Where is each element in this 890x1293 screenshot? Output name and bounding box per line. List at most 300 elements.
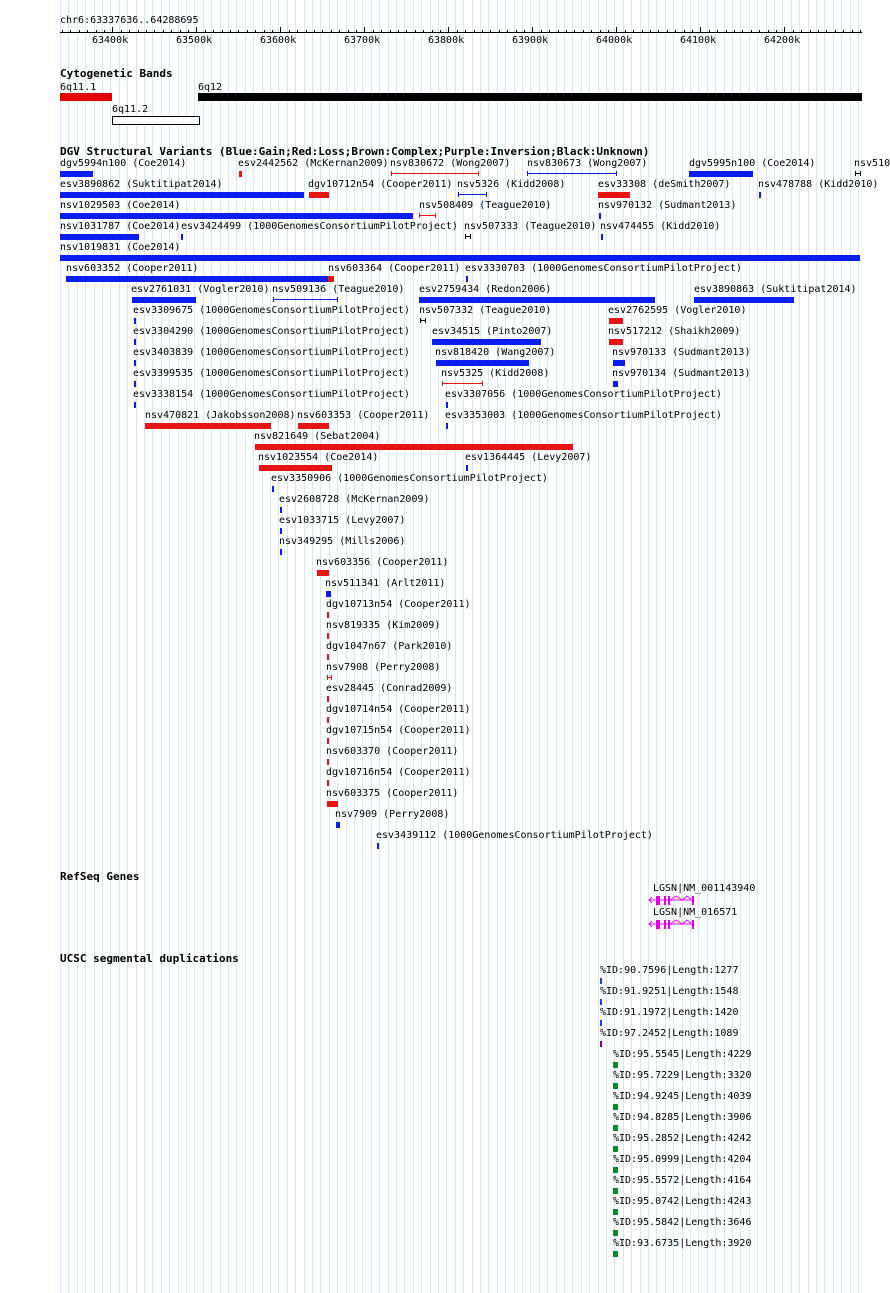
grid-line [514, 0, 515, 1293]
dgv-variant-bar [466, 465, 468, 471]
ruler-minor-tick [532, 30, 533, 33]
dgv-variant-cap [442, 381, 443, 386]
ruler-minor-tick [784, 30, 785, 33]
segdup-bar [613, 1146, 618, 1152]
dgv-variant-label: nsv819335 (Kim2009) [326, 620, 441, 631]
cytobands-title[interactable]: Cytogenetic Bands [60, 67, 173, 80]
grid-line [572, 0, 573, 1293]
ruler-minor-tick [742, 30, 743, 33]
segdup-label: %ID:94.9245|Length:4039 [613, 1091, 752, 1102]
ruler-minor-tick [406, 30, 407, 33]
dgv-variant-label: esv3309675 (1000GenomesConsortiumPilotProject) [133, 305, 410, 316]
segdup-label: %ID:95.2852|Length:4242 [613, 1133, 752, 1144]
dgv-variant-interval [273, 299, 338, 300]
segdup-bar [613, 1062, 618, 1068]
dgv-variant-label: esv3350906 (1000GenomesConsortiumPilotProject) [271, 473, 548, 484]
ruler-minor-tick [474, 30, 475, 33]
dgv-variant-label: nsv603353 (Cooper2011) [297, 410, 430, 421]
grid-line [841, 0, 842, 1293]
dgv-variant-cap [458, 192, 459, 197]
ruler-minor-tick [843, 30, 844, 33]
segdup-bar [613, 1083, 618, 1089]
cytoband-bar [60, 93, 112, 101]
ruler-minor-tick [104, 30, 105, 33]
ruler-minor-tick [163, 30, 164, 33]
dgv-variant-label: dgv10713n54 (Cooper2011) [326, 599, 471, 610]
ruler-minor-tick [272, 30, 273, 33]
ruler-minor-tick [709, 30, 710, 33]
dgv-variant-bar [609, 318, 623, 324]
dgv-variant-bar [613, 360, 625, 366]
ruler-minor-tick [390, 30, 391, 33]
dgv-variant-label: esv2762595 (Vogler2010) [608, 305, 747, 316]
segdup-bar [613, 1251, 618, 1257]
grid-line [833, 0, 834, 1293]
gene-model [646, 895, 696, 907]
ruler-tick-label: 64200k [764, 35, 801, 46]
dgv-variant-bar [601, 234, 603, 240]
dgv-variant-bar [134, 381, 136, 387]
ruler-minor-tick [87, 30, 88, 33]
ruler-minor-tick [490, 30, 491, 33]
dgv-variant-label: esv3439112 (1000GenomesConsortiumPilotProject) [376, 830, 653, 841]
cytoband-label: 6q11.2 [112, 104, 149, 115]
ruler-minor-tick [423, 30, 424, 33]
ruler-minor-tick [616, 30, 617, 33]
ruler-tick-label: 64100k [680, 35, 717, 46]
ruler-minor-tick [583, 30, 584, 33]
dgv-variant-label: nsv603356 (Cooper2011) [316, 557, 449, 568]
segdup-bar [600, 1020, 602, 1026]
segdup-label: %ID:95.0999|Length:4204 [613, 1154, 752, 1165]
dgv-variant-bar [134, 402, 136, 408]
dgv-variant-label: nsv507333 (Teague2010) [464, 221, 597, 232]
dgv-variant-cap [527, 171, 528, 176]
ruler-minor-tick [348, 30, 349, 33]
ruler-minor-tick [171, 30, 172, 33]
dgv-variant-bar [432, 339, 541, 345]
dgv-variant-bar [181, 234, 183, 240]
ruler-minor-tick [465, 30, 466, 33]
ruler-minor-tick [213, 30, 214, 33]
dgv-variant-interval [458, 194, 487, 195]
gene-model [646, 919, 696, 931]
dgv-variant-label: nsv517212 (Shaikh2009) [608, 326, 741, 337]
ruler-minor-tick [759, 30, 760, 33]
grid-line [774, 0, 775, 1293]
dgv-variant-interval [527, 173, 617, 174]
dgv-variant-bar [466, 276, 468, 282]
coordinate-label: chr6:63337636..64288695 [60, 15, 199, 26]
grid-line [757, 0, 758, 1293]
ruler-minor-tick [79, 30, 80, 33]
ruler-minor-tick [440, 30, 441, 33]
dgv-variant-label: nsv1031787 (Coe2014) [60, 221, 181, 232]
dgv-variant-label: esv2608728 (McKernan2009) [279, 494, 430, 505]
segdup-bar [613, 1230, 618, 1236]
dgv-variant-bar [328, 276, 334, 282]
dgv-variant-bar [689, 171, 753, 177]
ruler-minor-tick [238, 30, 239, 33]
grid-line [782, 0, 783, 1293]
ruler-minor-tick [154, 30, 155, 33]
ruler-tick-label: 63700k [344, 35, 381, 46]
grid-line [808, 0, 809, 1293]
dgv-variant-bar [259, 465, 332, 471]
ruler-minor-tick [700, 30, 701, 33]
ruler-minor-tick [96, 30, 97, 33]
dgv-variant-bar [280, 549, 282, 555]
ruler-minor-tick [516, 30, 517, 33]
dgv-variant-label: esv3399535 (1000GenomesConsortiumPilotProject) [133, 368, 410, 379]
segdup-label: %ID:91.1972|Length:1420 [600, 1007, 739, 1018]
segdup-label: %ID:93.6735|Length:3920 [613, 1238, 752, 1249]
dgv-title[interactable]: DGV Structural Variants (Blue:Gain;Red:Loss;Brown:Complex;Purple:Inversion;Black:Unknown) [60, 145, 650, 158]
grid-line [304, 0, 305, 1293]
ruler-minor-tick [768, 30, 769, 33]
ruler-minor-tick [62, 30, 63, 33]
dgv-variant-bar [280, 528, 282, 534]
dgv-variant-label: esv33308 (deSmith2007) [598, 179, 731, 190]
dgv-variant-cap [616, 171, 617, 176]
dgv-variant-bar [694, 297, 794, 303]
ruler-minor-tick [247, 30, 248, 33]
grid-line [505, 0, 506, 1293]
dgv-variant-label: esv3353003 (1000GenomesConsortiumPilotProject) [445, 410, 722, 421]
ruler-minor-tick [793, 30, 794, 33]
dgv-variant-interval [442, 383, 483, 384]
ruler-minor-tick [373, 30, 374, 33]
grid-line [766, 0, 767, 1293]
grid-line [522, 0, 523, 1293]
gene-label: LGSN|NM_001143940 [653, 883, 756, 894]
ruler-minor-tick [667, 30, 668, 33]
ruler-minor-tick [860, 30, 861, 33]
ruler-minor-tick [205, 30, 206, 33]
dgv-variant-label: nsv821649 (Sebat2004) [254, 431, 381, 442]
dgv-variant-bar [419, 297, 655, 303]
ruler-minor-tick [339, 30, 340, 33]
ruler-minor-tick [717, 30, 718, 33]
dgv-variant-label: nsv5325 (Kidd2008) [441, 368, 550, 379]
dgv-variant-bar [60, 192, 304, 198]
dgv-variant-bar [327, 612, 329, 618]
refseq-title[interactable]: RefSeq Genes [60, 870, 140, 883]
ruler-minor-tick [264, 30, 265, 33]
dgv-variant-cap [337, 297, 338, 302]
dgv-variant-bar [298, 423, 329, 429]
ruler-minor-tick [801, 30, 802, 33]
ruler-minor-tick [356, 30, 357, 33]
grid-line [539, 0, 540, 1293]
dgv-variant-cap [391, 171, 392, 176]
dgv-variant-cap [486, 192, 487, 197]
ruler-minor-tick [146, 30, 147, 33]
grid-line [455, 0, 456, 1293]
ruler-minor-tick [734, 30, 735, 33]
ruler-minor-tick [112, 30, 113, 33]
ruler-minor-tick [692, 30, 693, 33]
dgv-variant-bar [60, 213, 413, 219]
dgv-variant-bar [336, 822, 340, 828]
dgv-variant-label: nsv5326 (Kidd2008) [457, 179, 566, 190]
dgv-variant-cap [482, 381, 483, 386]
dgv-variant-label: esv34515 (Pinto2007) [432, 326, 553, 337]
dgv-variant-bar [446, 402, 448, 408]
ruler-minor-tick [381, 30, 382, 33]
dgv-variant-bar [60, 171, 93, 177]
dgv-variant-label: dgv10716n54 (Cooper2011) [326, 767, 471, 778]
grid-line [816, 0, 817, 1293]
ruler-minor-tick [129, 30, 130, 33]
dgv-variant-label: esv2442562 (McKernan2009) [238, 158, 389, 169]
ruler-tick-label: 63600k [260, 35, 297, 46]
dgv-variant-label: nsv1023554 (Coe2014) [258, 452, 379, 463]
cytoband-label: 6q11.1 [60, 82, 97, 93]
ruler-minor-tick [297, 30, 298, 33]
ruler-minor-tick [448, 30, 449, 33]
ruler-minor-tick [684, 30, 685, 33]
dgv-variant-label: esv3890863 (Suktitipat2014) [694, 284, 857, 295]
ruler-minor-tick [625, 30, 626, 33]
dgv-variant-interval [419, 215, 436, 216]
ruler-minor-tick [138, 30, 139, 33]
ruler-minor-tick [280, 30, 281, 33]
dgv-variant-label: esv3307056 (1000GenomesConsortiumPilotProject) [445, 389, 722, 400]
dgv-variant-bar [317, 570, 329, 576]
ruler-minor-tick [600, 30, 601, 33]
ruler-minor-tick [180, 30, 181, 33]
ruler-minor-tick [608, 30, 609, 33]
segdup-label: %ID:95.7229|Length:3320 [613, 1070, 752, 1081]
dgv-variant-bar [60, 234, 139, 240]
dgv-variant-bar [327, 801, 338, 807]
ruler-tick-label: 63500k [176, 35, 213, 46]
ruler-minor-tick [642, 30, 643, 33]
grid-line [497, 0, 498, 1293]
grid-line [556, 0, 557, 1293]
dgv-variant-label: nsv7909 (Perry2008) [335, 809, 450, 820]
ruler-minor-tick [457, 30, 458, 33]
dgv-variant-bar [145, 423, 271, 429]
dgv-variant-label: nsv603375 (Cooper2011) [326, 788, 459, 799]
dgv-variant-label: nsv830673 (Wong2007) [527, 158, 648, 169]
dgv-variant-cap [419, 213, 420, 218]
dgv-variant-label: nsv603370 (Cooper2011) [326, 746, 459, 757]
ruler-minor-tick [255, 30, 256, 33]
dgv-variant-bar [436, 360, 529, 366]
ruler-minor-tick [188, 30, 189, 33]
dgv-variant-bar [239, 171, 242, 177]
ruler-minor-tick [415, 30, 416, 33]
ruler-tick-label: 63900k [512, 35, 549, 46]
dgv-variant-bar [134, 318, 136, 324]
dgv-variant-bar [326, 591, 331, 597]
cytoband-bar [198, 93, 862, 101]
grid-line [581, 0, 582, 1293]
segdup-label: %ID:90.7596|Length:1277 [600, 965, 739, 976]
ruler-minor-tick [306, 30, 307, 33]
dgv-variant-label: dgv10714n54 (Cooper2011) [326, 704, 471, 715]
dgv-variant-label: dgv5995n100 (Coe2014) [689, 158, 816, 169]
ruler-minor-tick [574, 30, 575, 33]
ruler-minor-tick [658, 30, 659, 33]
dgv-variant-label: nsv603352 (Cooper2011) [66, 263, 199, 274]
dgv-variant-label: nsv478788 (Kidd2010) [758, 179, 879, 190]
grid-line [530, 0, 531, 1293]
ruler-minor-tick [398, 30, 399, 33]
dgv-variant-label: nsv818420 (Wang2007) [435, 347, 556, 358]
dgv-variant-bar [327, 696, 329, 702]
segdup-bar [613, 1104, 618, 1110]
segdup-bar [613, 1125, 618, 1131]
grid-line [589, 0, 590, 1293]
dgv-variant-label: nsv507332 (Teague2010) [419, 305, 552, 316]
ruler-minor-tick [230, 30, 231, 33]
dgv-variant-label: dgv5994n100 (Coe2014) [60, 158, 187, 169]
dgv-variant-bar [134, 360, 136, 366]
ruler-minor-tick [314, 30, 315, 33]
grid-line [850, 0, 851, 1293]
segdup-title[interactable]: UCSC segmental duplications [60, 952, 239, 965]
ruler-minor-tick [507, 30, 508, 33]
ruler-minor-tick [650, 30, 651, 33]
segdup-bar [613, 1188, 618, 1194]
dgv-variant-bar [66, 276, 328, 282]
cytoband-label: 6q12 [198, 82, 223, 93]
ruler-tick-label: 64000k [596, 35, 633, 46]
dgv-variant-label: esv1364445 (Levy2007) [465, 452, 592, 463]
dgv-variant-label: nsv970133 (Sudmant2013) [612, 347, 751, 358]
dgv-variant-bar [327, 738, 329, 744]
dgv-variant-label: esv28445 (Conrad2009) [326, 683, 453, 694]
ruler-minor-tick [818, 30, 819, 33]
segdup-label: %ID:94.8285|Length:3906 [613, 1112, 752, 1123]
grid-line [824, 0, 825, 1293]
ruler-minor-tick [726, 30, 727, 33]
dgv-variant-label: esv3890862 (Suktitipat2014) [60, 179, 223, 190]
dgv-variant-label: nsv970132 (Sudmant2013) [598, 200, 737, 211]
ruler-minor-tick [331, 30, 332, 33]
dgv-variant-bar [609, 339, 623, 345]
ruler-minor-tick [364, 30, 365, 33]
grid-line [564, 0, 565, 1293]
ruler-minor-tick [524, 30, 525, 33]
dgv-variant-label: esv2761031 (Vogler2010) [131, 284, 270, 295]
dgv-variant-label: esv1033715 (Levy2007) [279, 515, 406, 526]
dgv-variant-label: nsv7908 (Perry2008) [326, 662, 441, 673]
ruler-minor-tick [751, 30, 752, 33]
ruler-minor-tick [289, 30, 290, 33]
grid-line [799, 0, 800, 1293]
segdup-label: %ID:97.2452|Length:1089 [600, 1028, 739, 1039]
ruler-minor-tick [499, 30, 500, 33]
dgv-variant-bar [613, 381, 618, 387]
dgv-variant-bar [327, 759, 329, 765]
dgv-variant-bar [446, 423, 448, 429]
ruler-tick-label: 63800k [428, 35, 465, 46]
dgv-variant-interval [855, 173, 861, 174]
ruler-minor-tick [826, 30, 827, 33]
dgv-variant-cap [435, 213, 436, 218]
dgv-variant-bar [327, 654, 329, 660]
dgv-variant-interval [420, 320, 426, 321]
grid-line [488, 0, 489, 1293]
ruler-minor-tick [566, 30, 567, 33]
ruler-minor-tick [852, 30, 853, 33]
dgv-variant-label: nsv510 [854, 158, 890, 169]
ruler-minor-tick [196, 30, 197, 33]
segdup-label: %ID:91.9251|Length:1548 [600, 986, 739, 997]
segdup-bar [600, 1041, 602, 1047]
dgv-variant-bar [327, 633, 329, 639]
dgv-variant-label: esv3338154 (1000GenomesConsortiumPilotProject) [133, 389, 410, 400]
dgv-variant-interval [465, 236, 471, 237]
grid-line [791, 0, 792, 1293]
dgv-variant-interval [391, 173, 479, 174]
ruler-minor-tick [810, 30, 811, 33]
dgv-variant-label: nsv470821 (Jakobsson2008) [145, 410, 296, 421]
dgv-variant-label: nsv1019831 (Coe2014) [60, 242, 181, 253]
dgv-variant-label: esv3403839 (1000GenomesConsortiumPilotProject) [133, 347, 410, 358]
dgv-variant-label: nsv970134 (Sudmant2013) [612, 368, 751, 379]
dgv-variant-label: nsv1029503 (Coe2014) [60, 200, 181, 211]
dgv-variant-bar [598, 192, 630, 198]
ruler-minor-tick [633, 30, 634, 33]
dgv-variant-label: nsv603364 (Cooper2011) [328, 263, 461, 274]
ruler-minor-tick [558, 30, 559, 33]
dgv-variant-label: dgv10712n54 (Cooper2011) [308, 179, 453, 190]
dgv-variant-bar [327, 780, 329, 786]
dgv-variant-label: nsv349295 (Mills2006) [279, 536, 406, 547]
dgv-variant-bar [132, 297, 196, 303]
segdup-bar [600, 978, 602, 984]
segdup-bar [600, 999, 602, 1005]
ruler-minor-tick [70, 30, 71, 33]
dgv-variant-bar [759, 192, 761, 198]
dgv-variant-interval [327, 677, 332, 678]
gene-label: LGSN|NM_016571 [653, 907, 738, 918]
dgv-variant-bar [309, 192, 329, 198]
ruler-minor-tick [121, 30, 122, 33]
segdup-label: %ID:95.0742|Length:4243 [613, 1196, 752, 1207]
dgv-variant-bar [599, 213, 601, 219]
dgv-variant-bar [272, 486, 274, 492]
cytoband-bar [112, 116, 200, 125]
dgv-variant-bar [134, 339, 136, 345]
ruler-tick-label: 63400k [92, 35, 129, 46]
segdup-label: %ID:95.5545|Length:4229 [613, 1049, 752, 1060]
dgv-variant-label: dgv1047n67 (Park2010) [326, 641, 453, 652]
segdup-bar [613, 1209, 618, 1215]
dgv-variant-label: nsv830672 (Wong2007) [390, 158, 511, 169]
dgv-variant-cap [478, 171, 479, 176]
dgv-variant-bar [377, 843, 379, 849]
ruler-minor-tick [541, 30, 542, 33]
dgv-variant-bar [255, 444, 573, 450]
segdup-label: %ID:95.5842|Length:3646 [613, 1217, 752, 1228]
grid-line [547, 0, 548, 1293]
dgv-variant-label: esv2759434 (Redon2006) [419, 284, 552, 295]
dgv-variant-label: nsv511341 (Arlt2011) [325, 578, 446, 589]
segdup-bar [613, 1167, 618, 1173]
dgv-variant-cap [273, 297, 274, 302]
ruler-minor-tick [591, 30, 592, 33]
grid-line [858, 0, 859, 1293]
dgv-variant-label: dgv10715n54 (Cooper2011) [326, 725, 471, 736]
ruler-minor-tick [549, 30, 550, 33]
dgv-variant-label: esv3330703 (1000GenomesConsortiumPilotProject) [465, 263, 742, 274]
